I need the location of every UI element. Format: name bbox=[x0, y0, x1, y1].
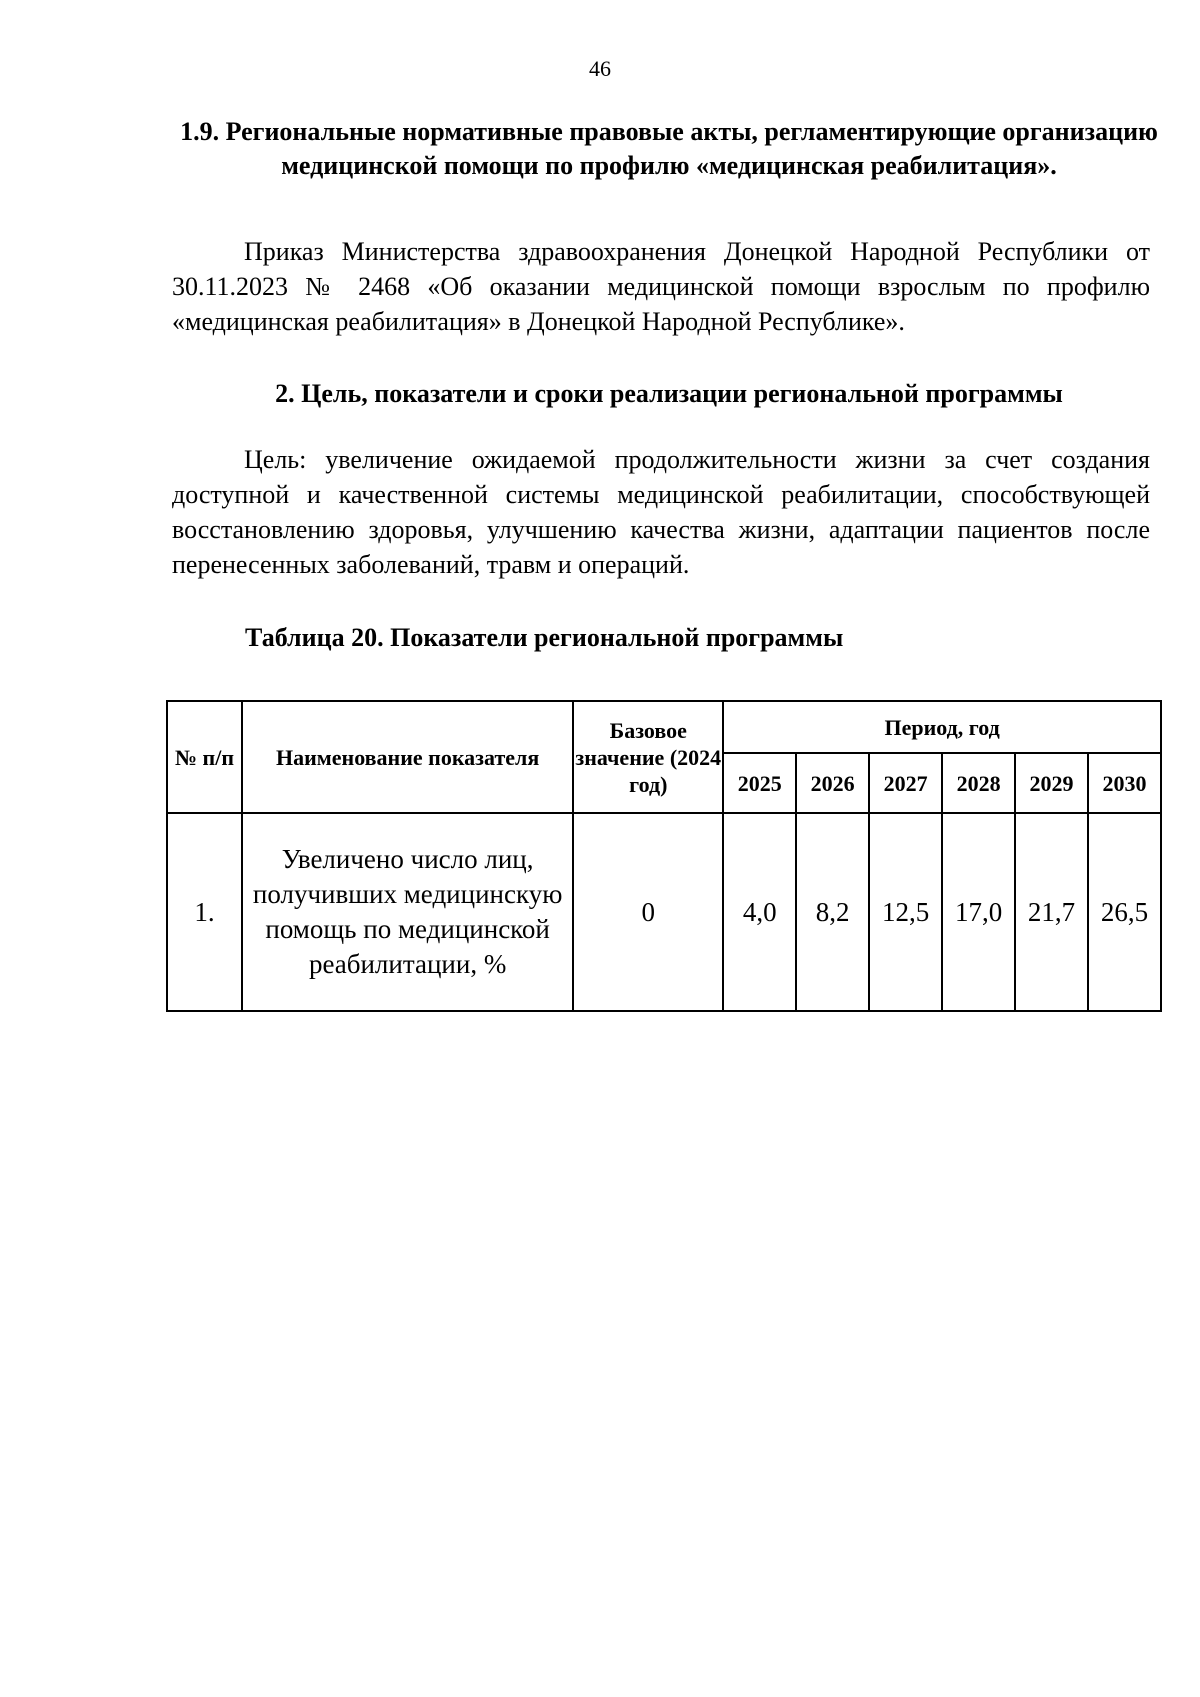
cell-year-value: 12,5 bbox=[869, 813, 942, 1011]
section-2-paragraph bbox=[172, 442, 1150, 582]
page-number: 46 bbox=[589, 56, 611, 81]
header-year: 2028 bbox=[942, 753, 1015, 813]
cell-year-value: 17,0 bbox=[942, 813, 1015, 1011]
header-name: Наименование показателя bbox=[242, 701, 573, 813]
header-year: 2030 bbox=[1088, 753, 1161, 813]
cell-base-value: 0 bbox=[573, 813, 723, 1011]
section-2-heading: 2. Цель, показатели и сроки реализации региональной программы bbox=[275, 379, 1063, 408]
goal-text: Цель: увеличение ожидаемой продолжительности жизни за счет создания доступной и качественной системы медицинской реабилитации, способствующей восстановлению здоровья, улучшению качества жизни, адаптации пациентов после перенесенных заболеваний, травм и операций. bbox=[172, 445, 1150, 579]
table-caption: Таблица 20. Показатели региональной программы bbox=[245, 623, 844, 652]
header-num: № п/п bbox=[167, 701, 242, 813]
header-year: 2027 bbox=[869, 753, 942, 813]
header-year: 2029 bbox=[1015, 753, 1088, 813]
table-row bbox=[167, 813, 1161, 1011]
order-text: Приказ Министерства здравоохранения Донецкой Народной Республики от 30.11.2023 № 2468 «Об оказании медицинской помощи взрослым по профилю «медицинская реабилитация» в Донецкой Народной Республике». bbox=[172, 237, 1150, 336]
cell-indicator-name: Увеличено число лиц, получивших медицинскую помощь по медицинской реабилитации, % bbox=[242, 813, 573, 1011]
table-header-row bbox=[167, 701, 1161, 753]
header-base: Базовое значение (2024 год) bbox=[573, 701, 723, 813]
indicators-table bbox=[166, 700, 1162, 1012]
cell-year-value: 8,2 bbox=[796, 813, 869, 1011]
cell-year-value: 26,5 bbox=[1088, 813, 1161, 1011]
header-period: Период, год bbox=[723, 701, 1161, 753]
cell-year-value: 21,7 bbox=[1015, 813, 1088, 1011]
header-year: 2026 bbox=[796, 753, 869, 813]
cell-num: 1. bbox=[167, 813, 242, 1011]
cell-year-value: 4,0 bbox=[723, 813, 796, 1011]
section-1-9-paragraph bbox=[172, 234, 1150, 339]
section-1-9-heading: 1.9. Региональные нормативные правовые акты, регламентирующие организацию медицинской помощи по профилю «медицинская реабилитация». bbox=[180, 117, 1158, 180]
header-year: 2025 bbox=[723, 753, 796, 813]
